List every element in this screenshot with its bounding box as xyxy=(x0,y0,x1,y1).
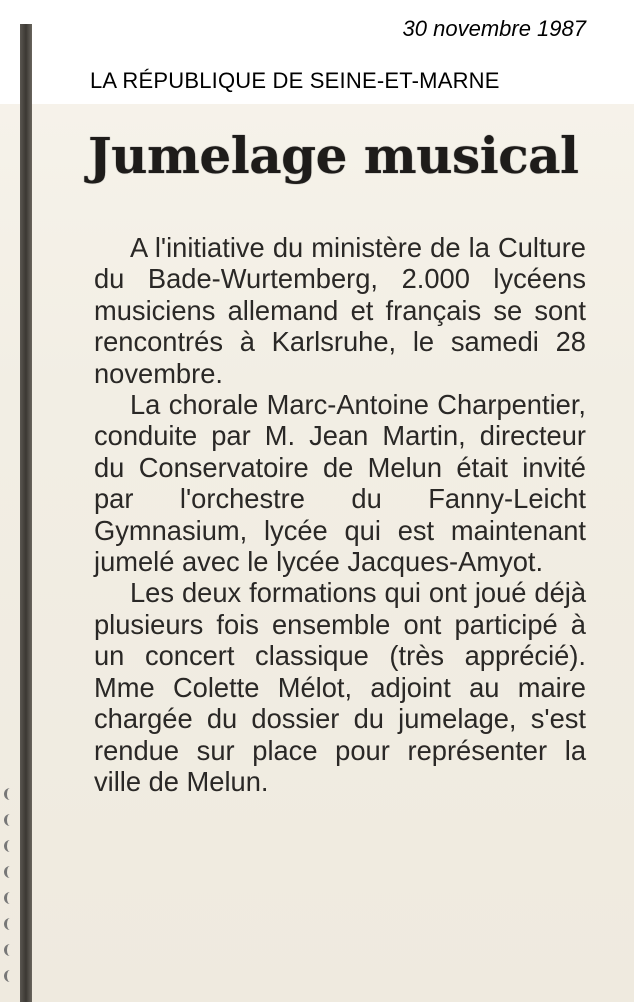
clipping-edge xyxy=(0,780,18,1002)
article-paragraph-1: A l'initiative du ministère de la Culture du Bade-Wurtemberg, 2.000 lycéens musiciens allemand et français se sont rencontrés à Karlsruhe, le samedi 28 novembre. xyxy=(94,232,586,389)
article-body xyxy=(94,232,586,797)
newspaper-name: LA RÉPUBLIQUE DE SEINE-ET-MARNE xyxy=(90,68,500,93)
article-paragraph-3: Les deux formations qui ont joué déjà plusieurs fois ensemble ont participé à un concert classique (très apprécié). Mme Colette Mélot, adjoint au maire chargée du dossier du jumelage, s'est rendue sur place pour représenter la ville de Melun. xyxy=(94,577,586,797)
column-rule xyxy=(20,24,32,1002)
article-headline: Jumelage musical xyxy=(88,126,579,185)
article-paragraph-2: La chorale Marc-Antoine Charpentier, conduite par M. Jean Martin, directeur du Conservatoire de Melun était invité par l'orchestre du Fanny-Leicht Gymnasium, lycée qui est maintenant jumelé avec le lycée Jacques-Amyot. xyxy=(94,389,586,578)
clipping-date: 30 novembre 1987 xyxy=(402,16,586,41)
